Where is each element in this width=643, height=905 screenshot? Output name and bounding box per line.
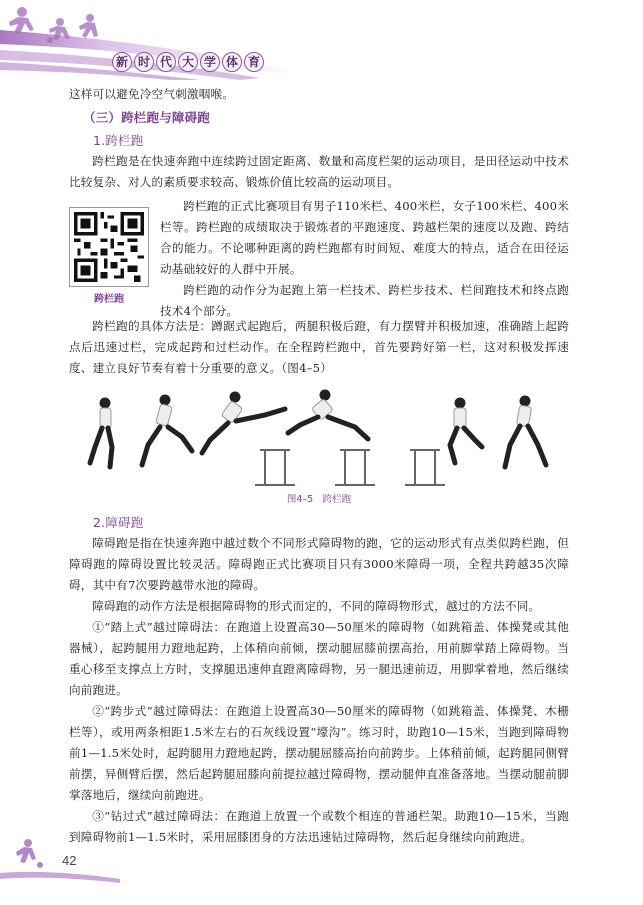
qr-code[interactable] — [69, 207, 149, 287]
text-block-beside-qr — [160, 196, 569, 322]
paragraph-hurdles-events: 跨栏跑的正式比赛项目有男子110米栏、400米栏，女子100米栏、400米栏等。跨栏跑的成绩取决于锻炼者的平跑速度、跨越栏架的速度以及跑、跨结合的能力。不论哪种距离的跨栏跑都有时间短、难度大的特点，适合在田径运动基础较好的人群中开展。 — [160, 199, 569, 276]
book-title-char: 育 — [244, 52, 264, 72]
text-block-top — [69, 84, 569, 193]
figure-hurdles-sequence — [60, 385, 580, 495]
paragraph-steeplechase-intro: 障碍跑是指在快速奔跑中越过数个不同形式障碍物的跑，它的运动形式有点类似跨栏跑，但障碍跑的障碍设置比较灵活。障碍跑正式比赛项目只有3000米障碍一项，全程共跨越35次障碍，其中有7次要跨越带水池的障碍。 — [69, 536, 569, 592]
book-title-char: 代 — [156, 52, 176, 72]
qr-code-label: 跨栏跑 — [94, 294, 124, 305]
figure-caption: 图4–5 跨栏跑 — [286, 494, 352, 505]
book-title — [112, 52, 264, 74]
page-number: 42 — [62, 853, 77, 868]
hurdler-sequence-icon — [60, 385, 580, 495]
paragraph-hurdles-intro: 跨栏跑是在快速奔跑中连续跨过固定距离、数量和高度栏架的运动项目，是田径运动中技术比较复杂、对人的素质要求较高、锻炼价值比较高的运动项目。 — [69, 154, 569, 189]
book-title-char: 大 — [178, 52, 198, 72]
section-title: （三）跨栏跑与障碍跑 — [83, 110, 211, 125]
paragraph-continuation: 这样可以避免冷空气刺激咽喉。 — [69, 87, 235, 101]
footer-decoration — [0, 835, 120, 885]
book-title-char: 时 — [134, 52, 154, 72]
subsection-title-hurdles: 1.跨栏跑 — [93, 133, 144, 148]
paragraph-stride-method: ②“跨步式”越过障碍法：在跑道上设置高30—50厘米的障碍物（如跳箱盖、体操凳、木栅栏等），或用两条相距1.5米左右的石灰线设置“壕沟”。练习时，助跑10—15米，当跑到障碍物前1—1.5米处时，起跨腿用力蹬地起跨，摆动腿屈膝高抬向前跨步。上体稍前倾，起跨腿同侧臂前摆，异侧臂后摆，然后起跨腿屈膝向前提拉越过障碍物，摆动腿伸直准备落地。当摆动腿前脚掌落地后，继续向前跑进。 — [69, 704, 569, 802]
book-title-char: 学 — [200, 52, 220, 72]
book-title-char: 新 — [112, 52, 132, 72]
header-banner — [0, 0, 643, 80]
paragraph-step-on-method: ①“踏上式”越过障碍法：在跑道上设置高30—50厘米的障碍物（如跳箱盖、体操凳或其他器械），起跨腿用力蹬地起跨，上体稍向前倾，摆动腿屈膝前摆高抬，用前脚掌踏上障碍物。当重心移至支撑点上方时，支撑腿迅速伸直蹬离障碍物，另一腿迅速前迈，用脚掌着地，然后继续向前跑进。 — [69, 620, 569, 697]
text-block-hurdles-method — [69, 316, 569, 379]
paragraph-hurdles-method: 跨栏跑的具体方法是：蹲踞式起跑后，两腿积极后蹬，有力摆臂并积极加速，准确踏上起跨点后迅速过栏，完成起跨和过栏动作。在全程跨栏跑中，首先要跨好第一栏，这对积极发挥速度、建立良好节奏有着十分重要的意义。（图4–5） — [69, 319, 569, 375]
qr-code-icon — [74, 212, 144, 282]
subsection-title-steeplechase: 2.障碍跑 — [93, 515, 144, 530]
book-title-char: 体 — [222, 52, 242, 72]
paragraph-crawl-method: ③“钻过式”越过障碍法：在跑道上放置一个或数个相连的普通栏架。助跑10—15米，当跑到障碍物前1—1.5米时，采用屈膝团身的方法迅速钻过障碍物，然后起身继续向前跑进。 — [69, 809, 569, 844]
text-block-steeplechase — [69, 512, 569, 848]
header-sports-silhouettes-icon — [0, 0, 643, 80]
footer-player-silhouette-icon — [0, 835, 120, 885]
paragraph-hurdles-phases: 跨栏跑的动作分为起跑上第一栏技术、跨栏步技术、栏间跑技术和终点跑技术4个部分。 — [160, 283, 569, 318]
paragraph-steeplechase-methods: 障碍跑的动作方法是根据障碍物的形式而定的，不同的障碍物形式，越过的方法不同。 — [92, 599, 541, 613]
